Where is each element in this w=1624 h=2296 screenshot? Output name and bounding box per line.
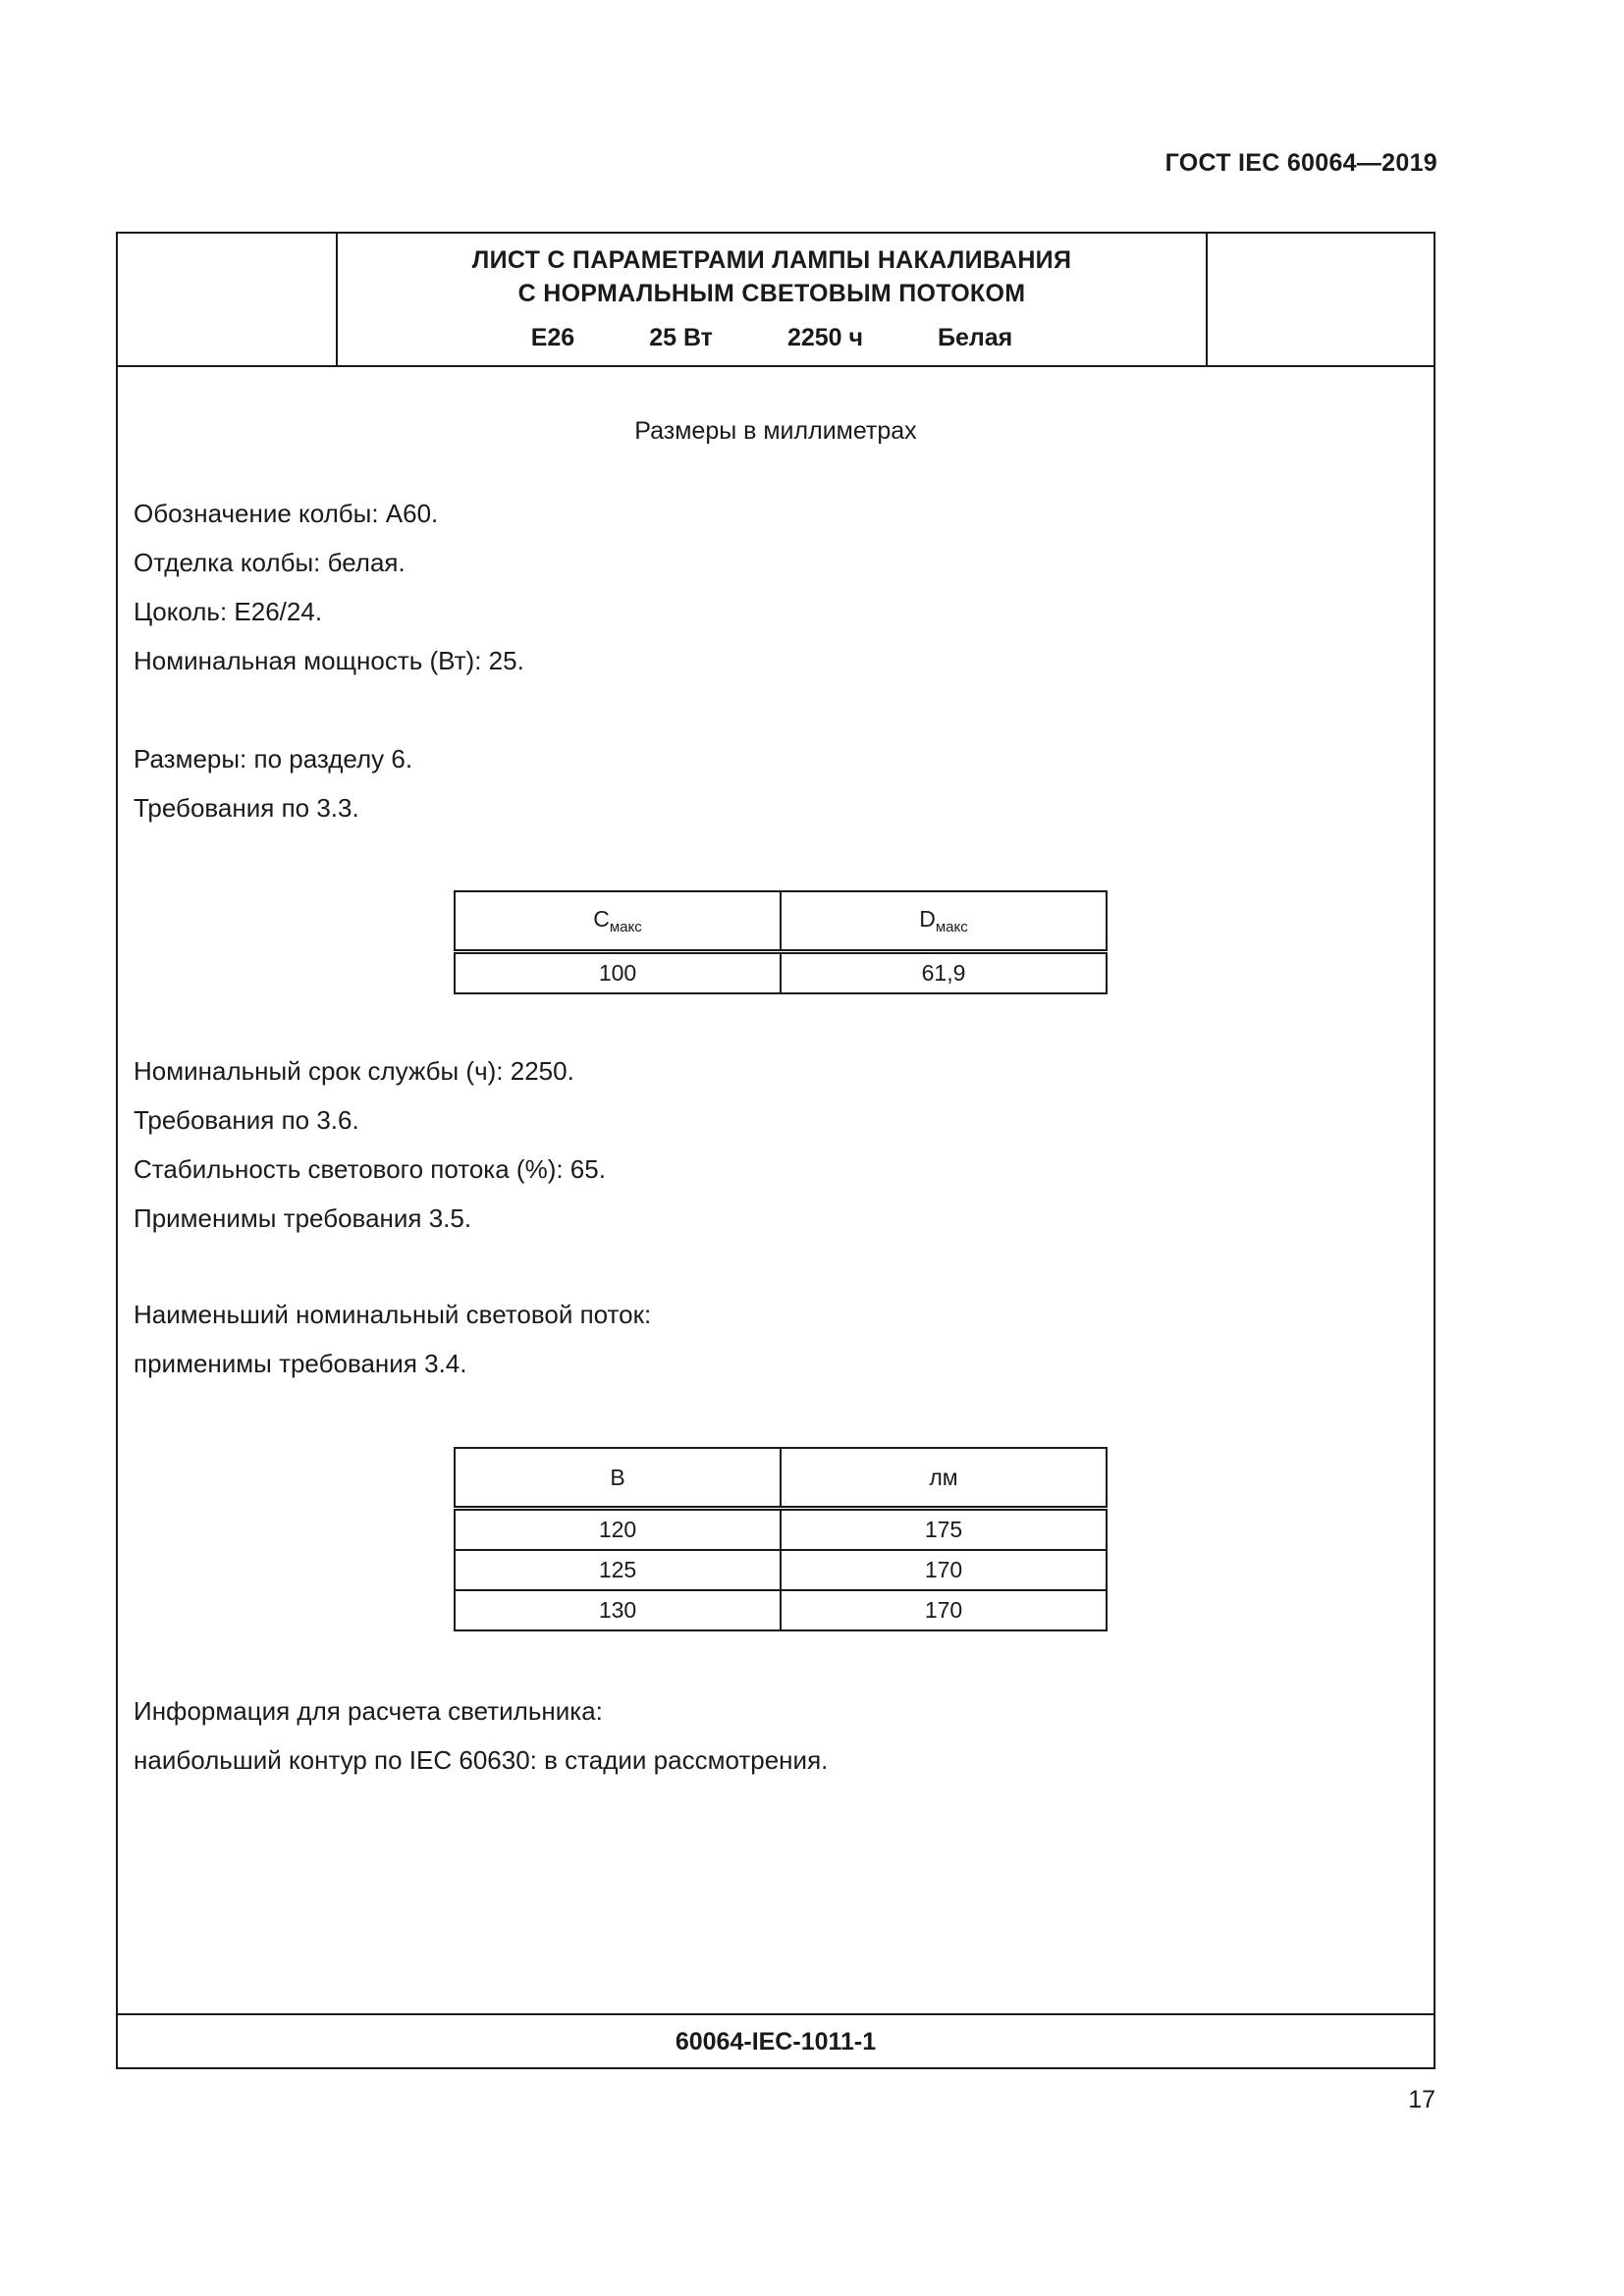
table-row — [455, 1550, 1107, 1590]
sheet-code: 60064-IEC-1011-1 — [675, 2028, 877, 2056]
spec-max-outline: наибольший контур по IEC 60630: в стадии рассмотрения. — [134, 1745, 829, 1775]
param-life: 2250 ч — [786, 324, 864, 351]
table-cell: 170 — [781, 1550, 1107, 1590]
table-header-row — [455, 1448, 1107, 1509]
spec-rated-life: Номинальный срок службы (ч): 2250. — [134, 1056, 574, 1086]
table-cell: 175 — [781, 1509, 1107, 1551]
table-cell: 130 — [455, 1590, 781, 1630]
table-row — [455, 1509, 1107, 1551]
spec-cap: Цоколь: E26/24. — [134, 597, 323, 626]
sheet-title-line2: С НОРМАЛЬНЫМ СВЕТОВЫМ ПОТОКОМ — [517, 280, 1026, 307]
spec-requirements-3-3: Требования по 3.3. — [134, 793, 359, 823]
sheet-title-line1: ЛИСТ С ПАРАМЕТРАМИ ЛАМПЫ НАКАЛИВАНИЯ — [471, 246, 1072, 274]
spec-lumen-maintenance: Стабильность светового потока (%): 65. — [134, 1154, 606, 1184]
data-sheet-frame — [116, 232, 1435, 2069]
header-divider-right — [1206, 234, 1208, 365]
dimensions-table — [454, 890, 1108, 994]
spec-min-luminous-flux: Наименьший номинальный световой поток: — [134, 1300, 652, 1329]
table-cell: 125 — [455, 1550, 781, 1590]
header-cell-c-max: $C_{макс}$ — [455, 891, 781, 952]
spec-requirements-3-5: Применимы требования 3.5. — [134, 1203, 472, 1233]
table-cell: 170 — [781, 1590, 1107, 1630]
dimensions-note: Размеры в миллиметрах — [634, 417, 917, 445]
luminous-flux-table — [454, 1447, 1108, 1631]
spec-rated-wattage: Номинальная мощность (Вт): 25. — [134, 646, 524, 675]
spec-bulb-designation: Обозначение колбы: A60. — [134, 499, 439, 528]
sheet-title — [338, 243, 1206, 310]
standard-code: ГОСТ IEC 60064—2019 — [1164, 149, 1437, 177]
header-cell-lumens: лм — [781, 1448, 1107, 1509]
param-cap: E26 — [530, 324, 575, 351]
lamp-parameters — [338, 324, 1206, 352]
header-cell-d-max: $D_{макс}$ — [781, 891, 1107, 952]
page-number: 17 — [1408, 2086, 1435, 2113]
spec-luminaire-design-info: Информация для расчета светильника: — [134, 1696, 603, 1726]
sheet-footer — [118, 2013, 1434, 2069]
table-cell: 120 — [455, 1509, 781, 1551]
spec-bulb-finish: Отделка колбы: белая. — [134, 548, 406, 577]
table-row — [455, 952, 1107, 994]
param-finish: Белая — [938, 324, 1013, 351]
table-row — [455, 1590, 1107, 1630]
table-cell: 100 — [455, 952, 781, 994]
param-wattage: 25 Вт — [649, 324, 713, 351]
spec-requirements-3-6: Требования по 3.6. — [134, 1105, 359, 1135]
sheet-header — [118, 234, 1434, 367]
spec-dimensions: Размеры: по разделу 6. — [134, 744, 413, 774]
table-header-row — [455, 891, 1107, 952]
header-cell-volts: В — [455, 1448, 781, 1509]
spec-requirements-3-4: применимы требования 3.4. — [134, 1349, 467, 1378]
table-cell: 61,9 — [781, 952, 1107, 994]
